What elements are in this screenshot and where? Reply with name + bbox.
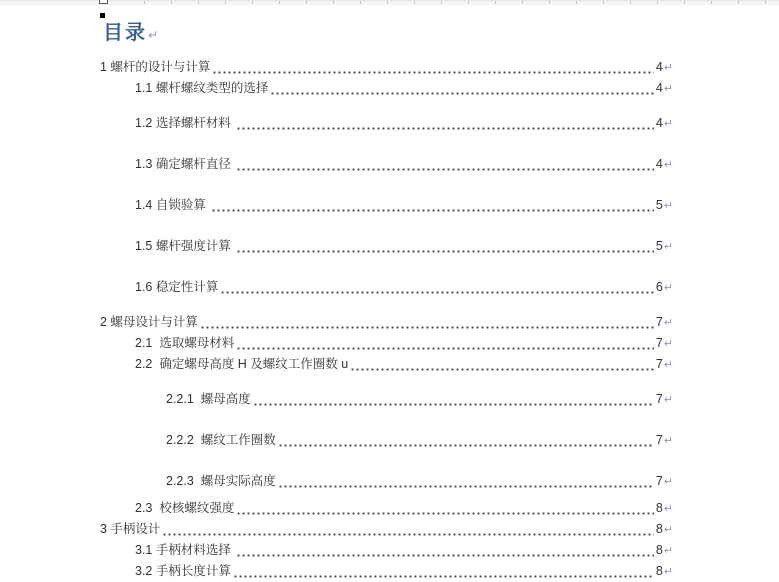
toc-entry[interactable] [100, 154, 673, 175]
toc-entry-label: 2.2.2 螺纹工作圈数 [166, 433, 276, 447]
toc-entry-page: 8 [655, 522, 663, 536]
toc-entry-page: 6 [655, 280, 663, 294]
paragraph-mark-icon: ↵ [663, 359, 673, 371]
dot-leader [236, 127, 654, 130]
paragraph-mark-icon: ↵ [663, 159, 673, 171]
dot-leader [253, 403, 654, 406]
toc-list [100, 57, 673, 582]
toc-entry-label: 1 螺杆的设计与计算 [100, 60, 211, 74]
dot-leader [236, 554, 654, 557]
toc-entry[interactable] [100, 236, 673, 257]
toc-entry[interactable] [100, 312, 673, 333]
toc-entry-label: 1.5 螺杆强度计算 [135, 239, 235, 253]
paragraph-mark-icon: ↵ [663, 503, 673, 515]
toc-entry-label: 2.1 选取螺母材料 [135, 336, 235, 350]
toc-entry[interactable] [100, 498, 673, 519]
toc-entry-page: 7 [655, 392, 663, 406]
toc-entry-page: 7 [655, 474, 663, 488]
toc-entry[interactable] [100, 471, 673, 492]
toc-entry[interactable] [100, 333, 673, 354]
dot-leader [278, 444, 654, 447]
toc-entry-label: 2.2.3 螺母实际高度 [166, 474, 276, 488]
paragraph-mark-icon: ↵ [663, 338, 673, 350]
toc-entry[interactable] [100, 519, 673, 540]
toc-entry-label: 3.2 手柄长度计算 [135, 564, 231, 578]
dot-leader [236, 168, 654, 171]
paragraph-mark-icon: ↵ [663, 83, 673, 95]
dot-leader [278, 485, 654, 488]
paragraph-mark-icon: ↵ [663, 524, 673, 536]
toc-entry-page: 8 [655, 501, 663, 515]
toc-entry[interactable] [100, 354, 673, 375]
paragraph-mark-icon: ↵ [663, 62, 673, 74]
dot-leader [236, 512, 654, 515]
paragraph-mark-icon: ↵ [663, 282, 673, 294]
toc-entry-page: 4 [655, 116, 663, 130]
dot-leader [236, 347, 654, 350]
toc-entry-label: 2 螺母设计与计算 [100, 315, 198, 329]
toc-entry-page: 7 [655, 336, 663, 350]
toc-entry-page: 5 [655, 198, 663, 212]
toc-heading [103, 22, 158, 46]
paragraph-mark-icon: ↵ [663, 435, 673, 447]
toc-entry-page: 8 [655, 564, 663, 578]
paragraph-mark-icon: ↵ [663, 241, 673, 253]
toc-entry[interactable] [100, 78, 673, 99]
toc-entry-label: 2.2 确定螺母高度 H 及螺纹工作圈数 u [135, 357, 349, 371]
toc-entry-label: 1.4 自锁验算 [135, 198, 210, 212]
paragraph-mark-icon: ↵ [663, 545, 673, 557]
toc-entry-page: 4 [655, 81, 663, 95]
dot-leader [233, 575, 654, 578]
paragraph-mark-icon: ↵ [148, 28, 159, 42]
toc-entry-label: 2.3 校核螺纹强度 [135, 501, 235, 515]
toc-entry-label: 1.6 稳定性计算 [135, 280, 219, 294]
paragraph-mark-icon: ↵ [663, 566, 673, 578]
toc-heading-text: 目录 [103, 22, 147, 44]
toc-entry[interactable] [100, 57, 673, 78]
dot-leader [270, 92, 653, 95]
dot-leader [162, 533, 653, 536]
toc-entry[interactable] [100, 389, 673, 410]
toc-entry-page: 4 [655, 60, 663, 74]
toc-entry-page: 4 [655, 157, 663, 171]
toc-entry-label: 1.3 确定螺杆直径 [135, 157, 235, 171]
ruler-tick-marks [118, 1, 779, 4]
toc-entry-page: 7 [655, 433, 663, 447]
ruler-indent-marker[interactable] [99, 0, 108, 4]
style-separator-square-icon [100, 13, 105, 18]
toc-entry-page: 8 [655, 543, 663, 557]
paragraph-mark-icon: ↵ [663, 118, 673, 130]
dot-leader [212, 71, 653, 74]
toc-entry-label: 2.2.1 螺母高度 [166, 392, 251, 406]
toc-entry-label: 3.1 手柄材料选择 [135, 543, 235, 557]
toc-entry-label: 1.1 螺杆螺纹类型的选择 [135, 81, 269, 95]
paragraph-mark-icon: ↵ [663, 200, 673, 212]
dot-leader [200, 326, 654, 329]
paragraph-mark-icon: ↵ [663, 476, 673, 488]
paragraph-mark-icon: ↵ [663, 394, 673, 406]
toc-entry[interactable] [100, 277, 673, 298]
dot-leader [211, 209, 654, 212]
dot-leader [220, 291, 653, 294]
toc-entry-page: 7 [655, 315, 663, 329]
toc-entry[interactable] [100, 430, 673, 451]
horizontal-ruler[interactable] [0, 0, 779, 5]
toc-entry-page: 5 [655, 239, 663, 253]
dot-leader [350, 368, 654, 371]
paragraph-mark-icon: ↵ [663, 317, 673, 329]
toc-entry-label: 3 手柄设计 [100, 522, 161, 536]
toc-entry-page: 7 [655, 357, 663, 371]
toc-entry[interactable] [100, 540, 673, 561]
toc-entry[interactable] [100, 195, 673, 216]
toc-entry[interactable] [100, 561, 673, 582]
toc-entry-label: 1.2 选择螺杆材料 [135, 116, 235, 130]
toc-entry[interactable] [100, 113, 673, 134]
dot-leader [236, 250, 654, 253]
